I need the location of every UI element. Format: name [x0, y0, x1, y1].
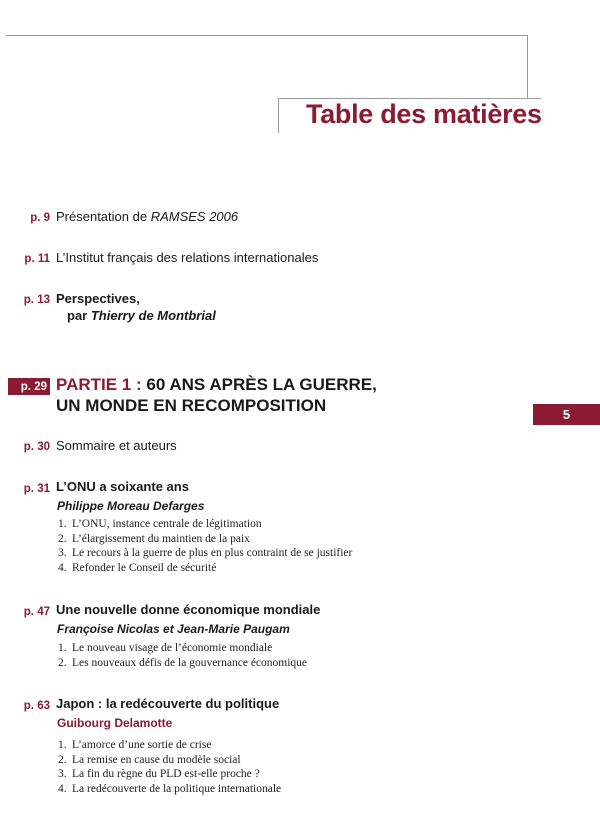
list-item: 1. L’amorce d’une sortie de crise [58, 739, 212, 751]
list-item: 1. Le nouveau visage de l’économie mondiale [58, 642, 273, 654]
toc-entry-onu[interactable]: L’ONU a soixante ans [56, 479, 189, 494]
part-title-line1: 60 ANS APRÈS LA GUERRE, [141, 375, 377, 394]
section-author: Guibourg Delamotte [57, 716, 173, 730]
toc-entry-italic: RAMSES 2006 [150, 209, 239, 224]
toc-entry-presentation[interactable] [56, 209, 238, 224]
author-prefix: par [67, 308, 91, 323]
toc-entry-text: Présentation de [56, 209, 151, 224]
list-item: 2. La remise en cause du modèle social [58, 753, 241, 766]
author-name: Thierry de Montbrial [90, 308, 216, 323]
part-title-line2: UN MONDE EN RECOMPOSITION [56, 396, 327, 415]
toc-entry-japon[interactable]: Japon : la redécouverte du politique [56, 696, 280, 711]
list-item: 3. La fin du règne du PLD est-elle proche ? [58, 768, 260, 780]
part-label: PARTIE 1 : [56, 375, 142, 394]
list-item: 1. L’ONU, instance centrale de légitimation [58, 518, 262, 530]
list-item: 2. L’élargissement du maintien de la paix [58, 532, 250, 545]
frame-top-rule [6, 35, 528, 36]
toc-page-number: p. 9 [30, 212, 50, 224]
section-subtopics [58, 641, 307, 670]
toc-page-number: p. 30 [23, 441, 50, 453]
list-item: 4. La redécouverte de la politique internationale [58, 782, 282, 795]
toc-page-number: p. 31 [23, 483, 50, 495]
list-item: 4. Refonder le Conseil de sécurité [58, 561, 217, 574]
list-item: 2. Les nouveaux défis de la gouvernance économique [58, 656, 308, 669]
list-item: 3. Le recours à la guerre de plus en plus contraint de se justifier [58, 547, 353, 559]
toc-entry-perspectives-author [67, 308, 216, 323]
toc-page-number: p. 47 [23, 606, 50, 618]
toc-page-number: p. 11 [24, 253, 50, 265]
section-author: Françoise Nicolas et Jean-Marie Paugam [57, 622, 290, 636]
section-author: Philippe Moreau Defarges [57, 499, 205, 513]
toc-entry-ifri[interactable]: L’Institut français des relations internationales [56, 250, 319, 265]
toc-page-number: p. 13 [23, 294, 50, 306]
page-number-tab: 5 [533, 404, 600, 425]
part-1-heading[interactable] [56, 374, 377, 416]
toc-entry-sommaire[interactable]: Sommaire et auteurs [56, 438, 177, 453]
toc-entry-economie[interactable]: Une nouvelle donne économique mondiale [56, 602, 321, 617]
toc-page-number: p. 63 [23, 700, 50, 712]
page-title: Table des matières [306, 99, 542, 129]
part-page-number: p. 29 [8, 378, 50, 395]
section-subtopics [58, 738, 281, 796]
section-subtopics [58, 517, 352, 575]
toc-entry-perspectives[interactable]: Perspectives, [56, 291, 140, 306]
